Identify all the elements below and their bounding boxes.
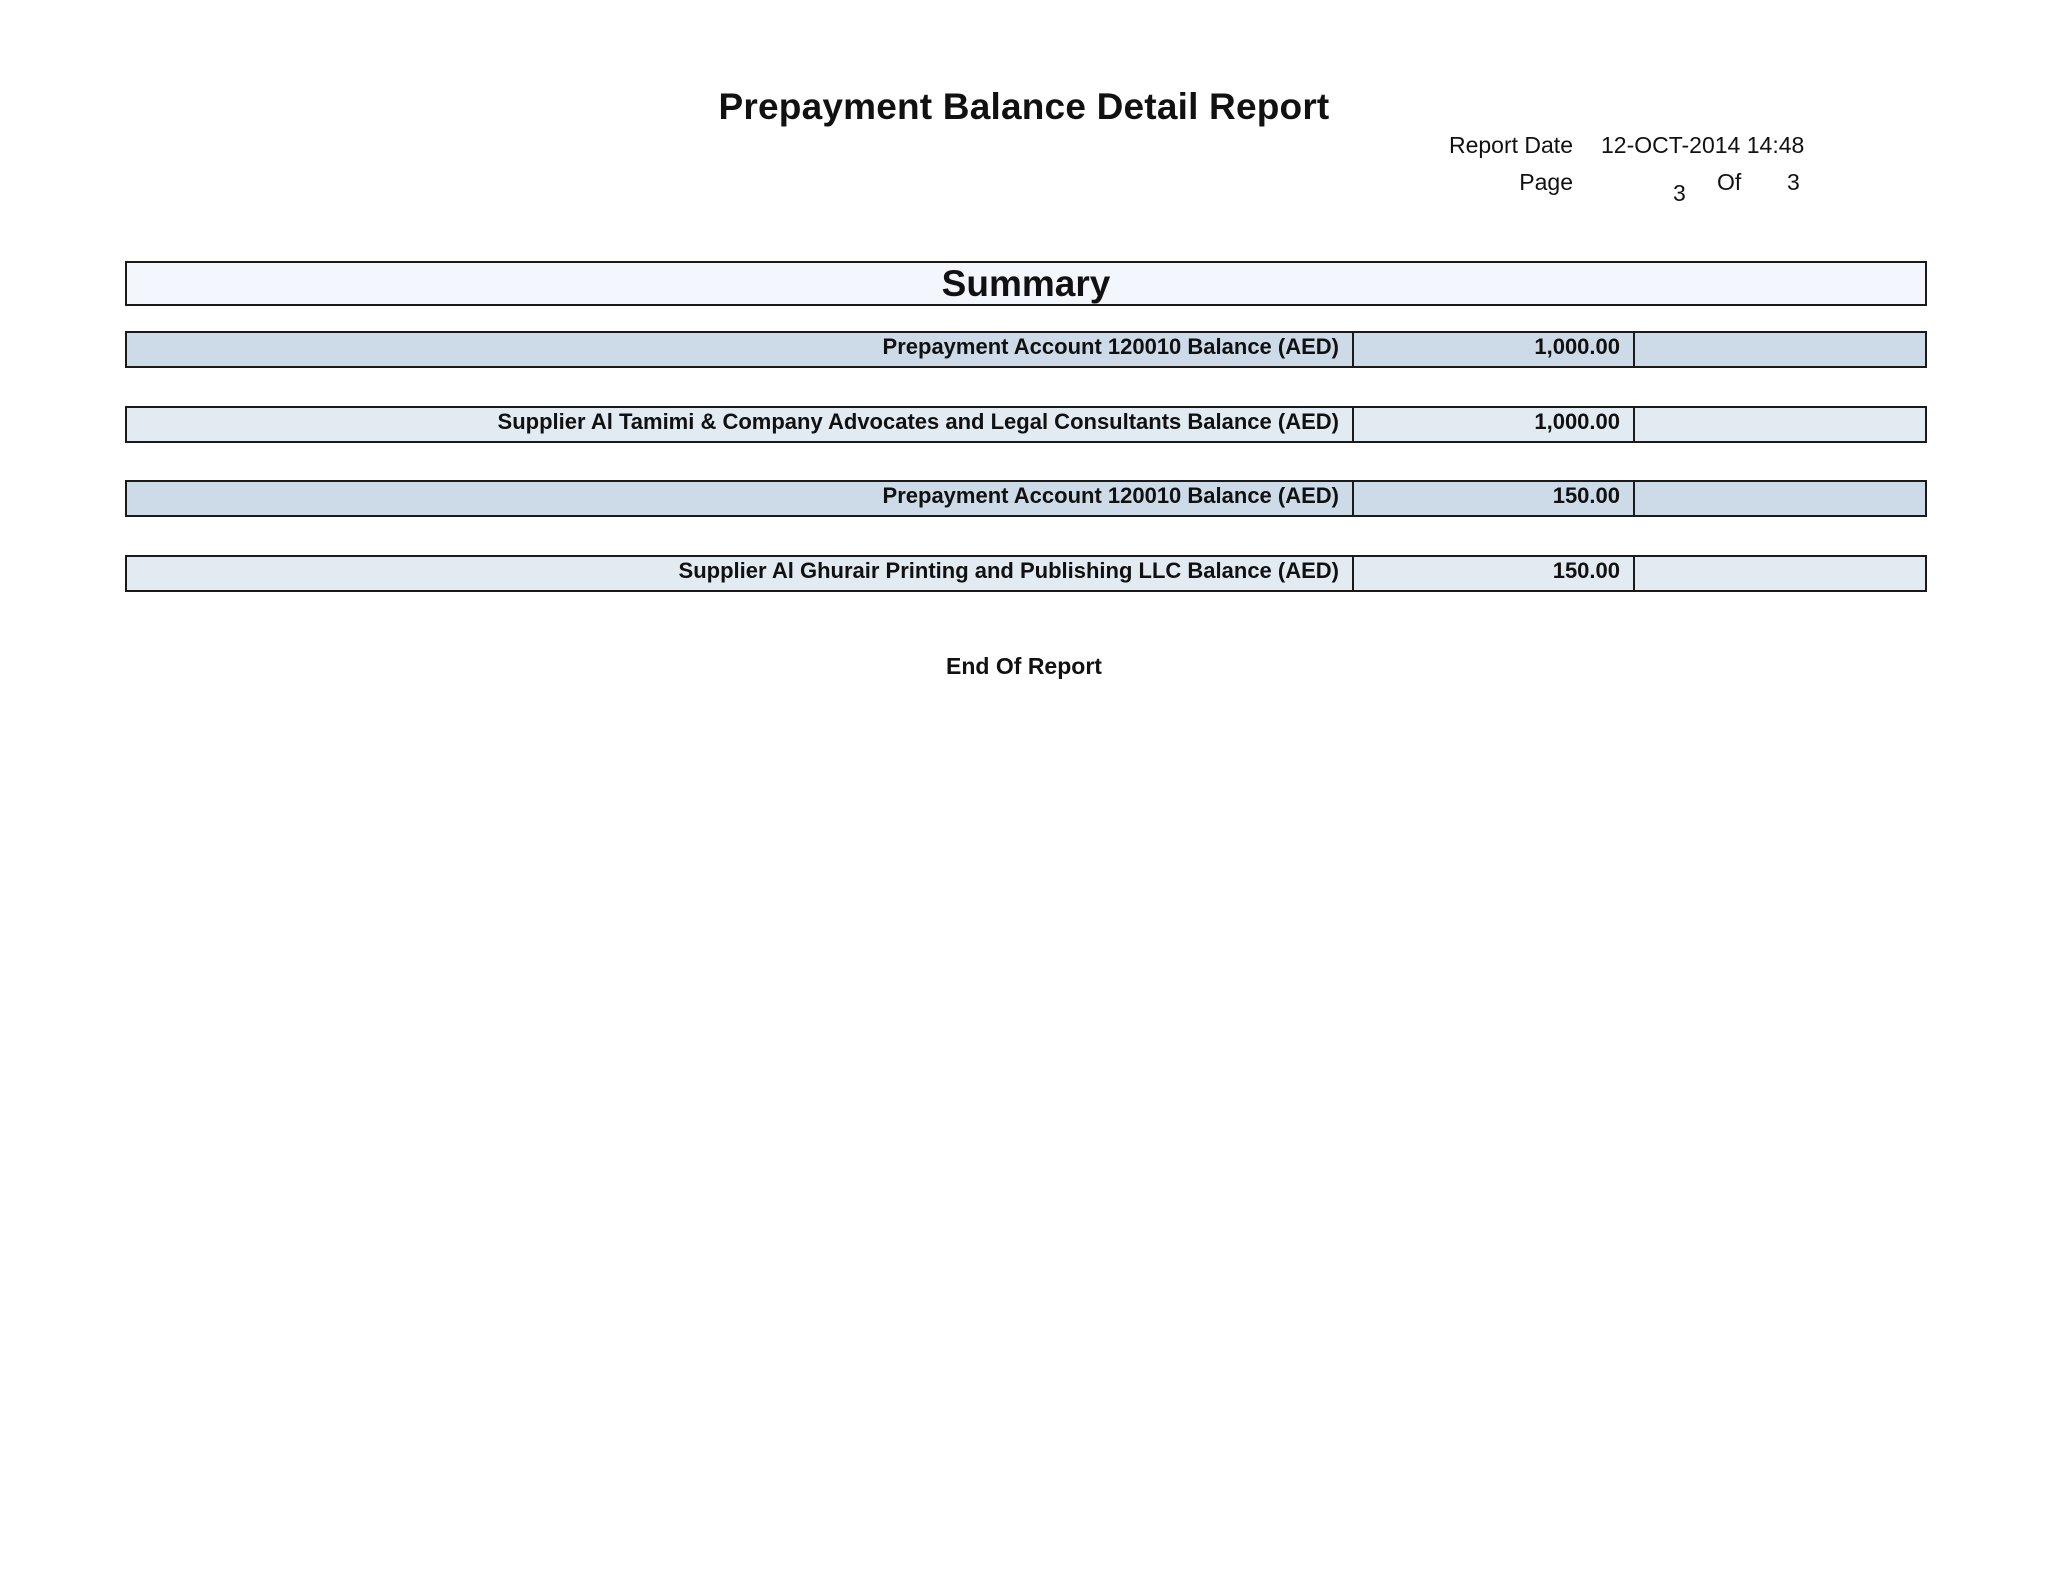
balance-row-extra (1635, 408, 1925, 441)
balance-row-extra (1635, 557, 1925, 590)
page-current: 3 (1673, 180, 1686, 206)
end-of-report: End Of Report (946, 653, 1102, 679)
balance-row-label: Prepayment Account 120010 Balance (AED) (127, 482, 1354, 515)
balance-row-extra (1635, 333, 1925, 366)
page-label: Page (1519, 169, 1573, 195)
balance-row (125, 555, 1927, 592)
balance-row-amount: 150.00 (1354, 557, 1635, 590)
balance-row-label: Prepayment Account 120010 Balance (AED) (127, 333, 1354, 366)
balance-row (125, 331, 1927, 368)
report-title: Prepayment Balance Detail Report (718, 86, 1330, 127)
balance-row-amount: 1,000.00 (1354, 408, 1635, 441)
page-total: 3 (1787, 169, 1800, 195)
balance-row-amount: 150.00 (1354, 482, 1635, 515)
balance-row-extra (1635, 482, 1925, 515)
balance-row-amount: 1,000.00 (1354, 333, 1635, 366)
balance-row-label: Supplier Al Tamimi & Company Advocates and Legal Consultants Balance (AED) (127, 408, 1354, 441)
report-date-label: Report Date (1448, 132, 1573, 158)
summary-heading: Summary (125, 261, 1927, 306)
page-of-label: Of (1717, 169, 1742, 195)
report-date-value: 12-OCT-2014 14:48 (1601, 132, 1805, 158)
balance-row-label: Supplier Al Ghurair Printing and Publishing LLC Balance (AED) (127, 557, 1354, 590)
balance-row (125, 406, 1927, 443)
balance-row (125, 480, 1927, 517)
